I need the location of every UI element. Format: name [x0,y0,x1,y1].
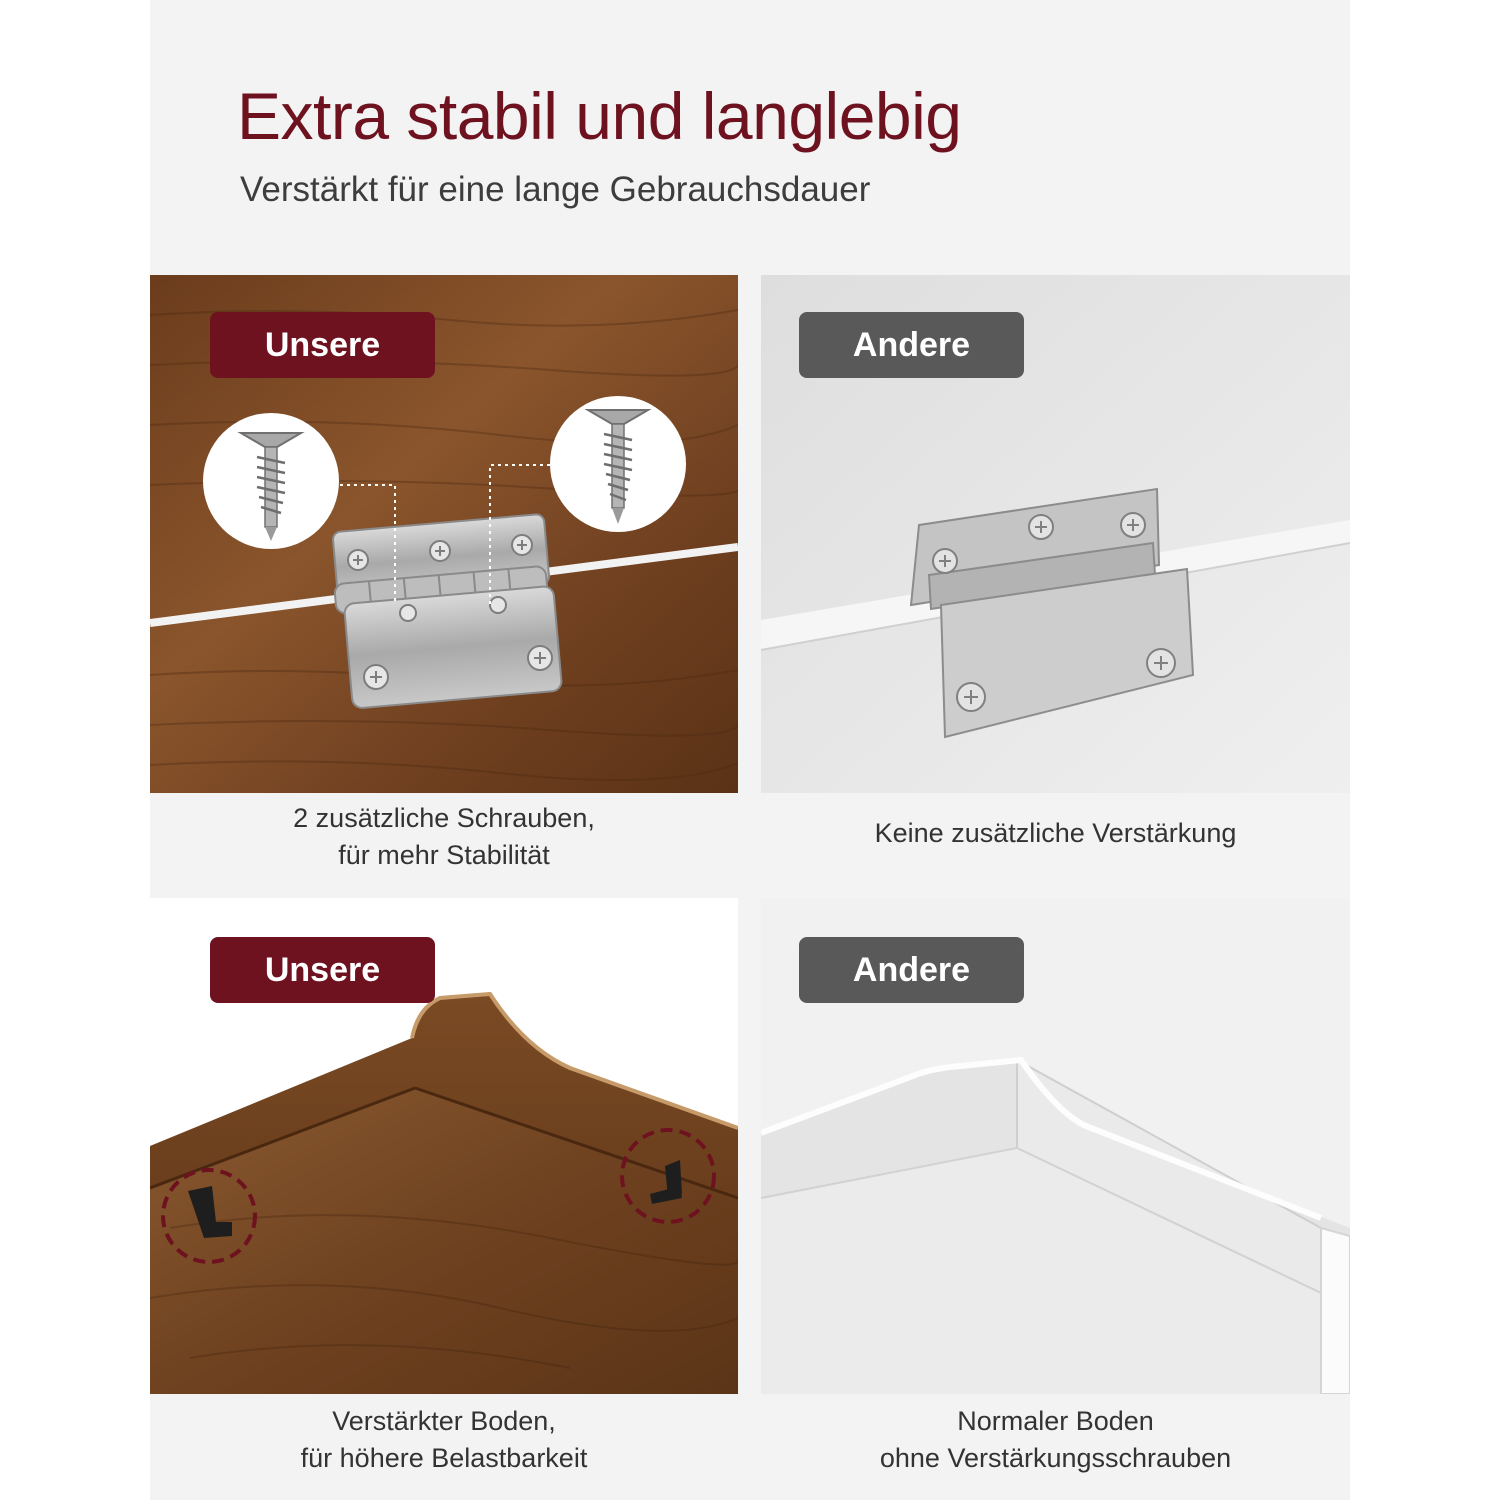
page-title: Extra stabil und langlebig [237,79,962,153]
screw-closeup-left [203,413,339,549]
screw-closeup-right [550,396,686,532]
caption-line: für höhere Belastbarkeit [300,1443,588,1473]
page-subtitle: Verstärkt für eine lange Gebrauchsdauer [240,170,871,209]
badge-andere-bottom: Andere [799,937,1024,1003]
caption-line: Verstärkter Boden, [332,1406,556,1436]
caption-our-hinge [150,800,738,874]
caption-our-drawer [150,1403,738,1477]
caption-line: Normaler Boden [957,1406,1154,1436]
caption-line: 2 zusätzliche Schrauben, [293,803,595,833]
caption-line: für mehr Stabilität [338,840,550,870]
badge-unsere-top: Unsere [210,312,435,378]
badge-andere-top: Andere [799,312,1024,378]
caption-other-hinge [761,815,1350,852]
badge-unsere-bottom: Unsere [210,937,435,1003]
caption-line: ohne Verstärkungsschrauben [879,1443,1232,1473]
caption-line: Keine zusätzliche Verstärkung [874,818,1237,848]
caption-other-drawer [761,1403,1350,1477]
